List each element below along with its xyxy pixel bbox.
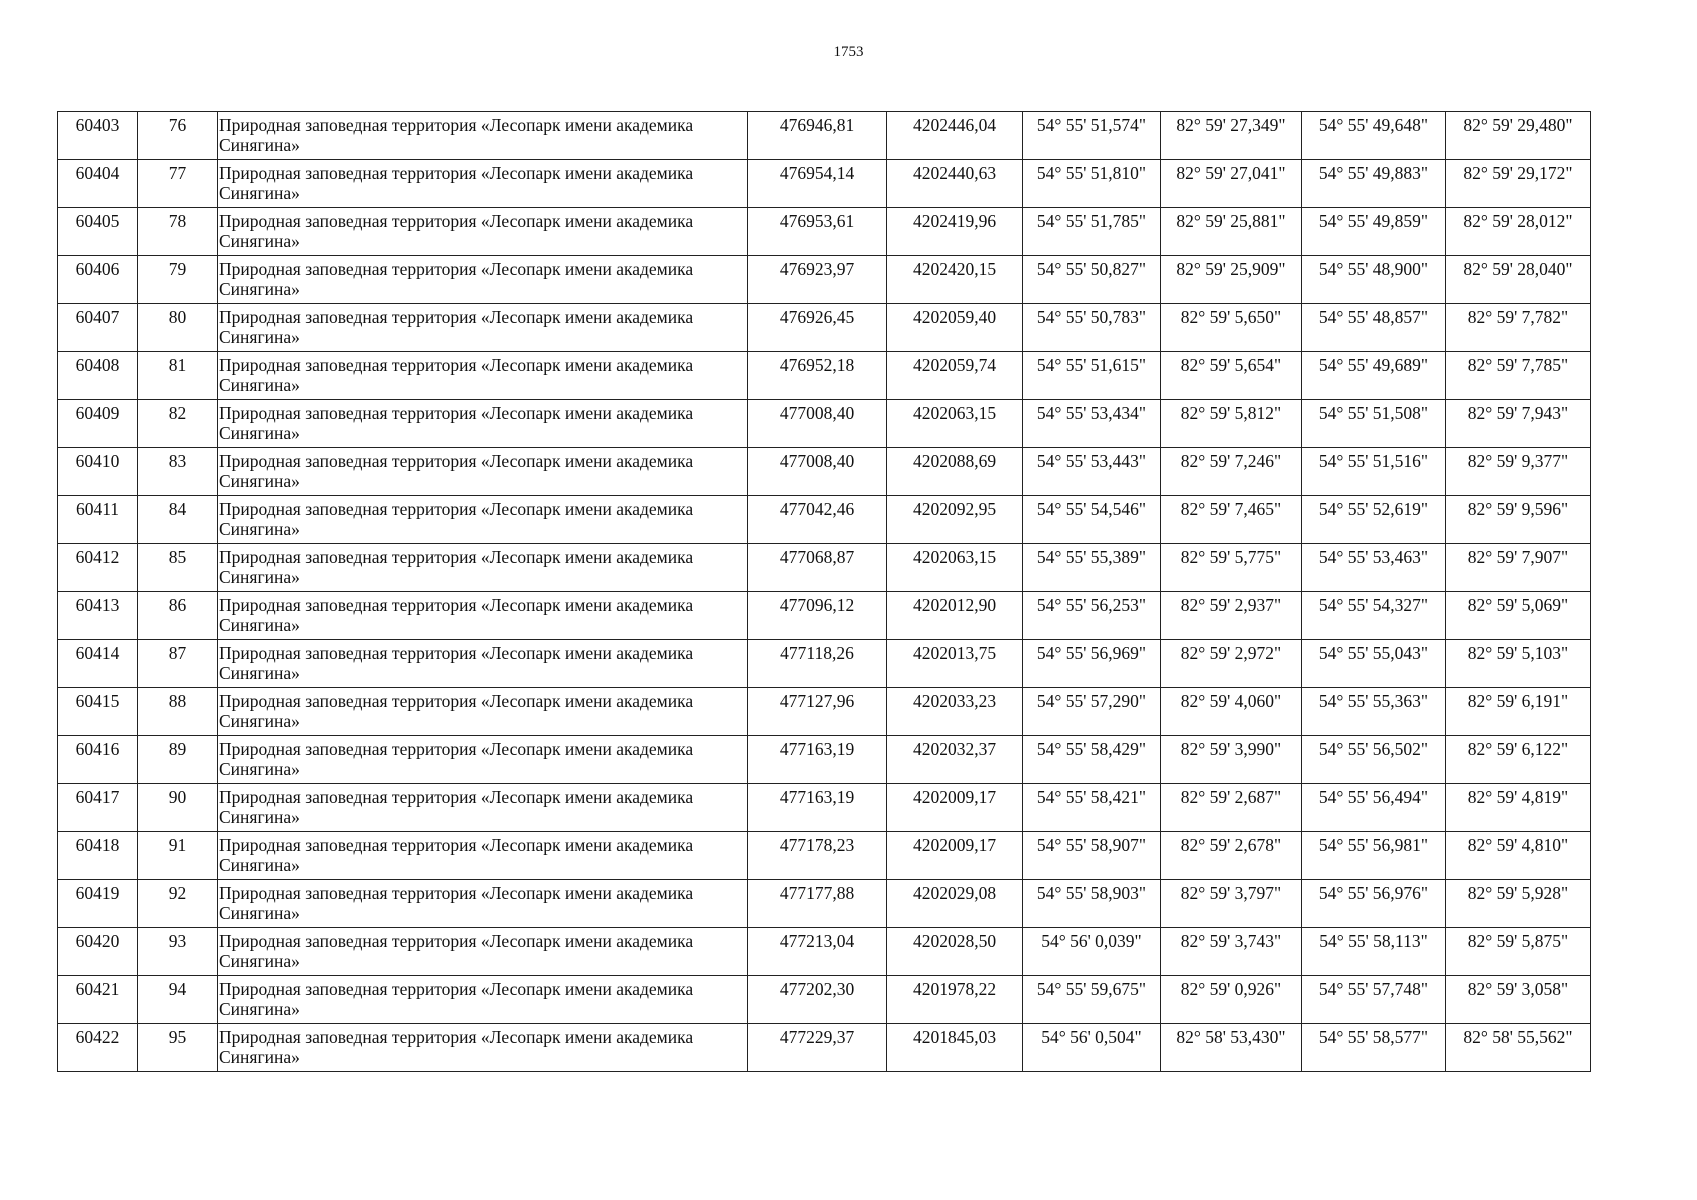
- table-row: [58, 880, 1591, 928]
- point-id-cell: 60409: [58, 400, 138, 448]
- longitude-1-cell: 82° 59' 2,972": [1161, 640, 1302, 688]
- territory-name-cell: Природная заповедная территория «Лесопарк имени академика Синягина»: [218, 256, 748, 304]
- latitude-2-cell: 54° 55' 58,113": [1302, 928, 1446, 976]
- coord-y-cell: 4202419,96: [887, 208, 1023, 256]
- longitude-2-cell: 82° 59' 5,875": [1446, 928, 1591, 976]
- territory-name-cell: Природная заповедная территория «Лесопарк имени академика Синягина»: [218, 784, 748, 832]
- point-id-cell: 60420: [58, 928, 138, 976]
- longitude-2-cell: 82° 59' 5,103": [1446, 640, 1591, 688]
- point-number-cell: 90: [138, 784, 218, 832]
- latitude-2-cell: 54° 55' 58,577": [1302, 1024, 1446, 1072]
- table-row: [58, 256, 1591, 304]
- territory-name-cell: Природная заповедная территория «Лесопарк имени академика Синягина»: [218, 160, 748, 208]
- longitude-1-cell: 82° 59' 2,937": [1161, 592, 1302, 640]
- point-id-cell: 60414: [58, 640, 138, 688]
- coord-x-cell: 477163,19: [748, 736, 887, 784]
- latitude-2-cell: 54° 55' 56,494": [1302, 784, 1446, 832]
- table-row: [58, 832, 1591, 880]
- longitude-2-cell: 82° 59' 9,596": [1446, 496, 1591, 544]
- territory-name-cell: Природная заповедная территория «Лесопарк имени академика Синягина»: [218, 304, 748, 352]
- coord-y-cell: 4202028,50: [887, 928, 1023, 976]
- latitude-2-cell: 54° 55' 56,981": [1302, 832, 1446, 880]
- longitude-2-cell: 82° 59' 3,058": [1446, 976, 1591, 1024]
- coord-y-cell: 4202029,08: [887, 880, 1023, 928]
- longitude-1-cell: 82° 59' 4,060": [1161, 688, 1302, 736]
- point-id-cell: 60422: [58, 1024, 138, 1072]
- table-row: [58, 208, 1591, 256]
- territory-name-cell: Природная заповедная территория «Лесопарк имени академика Синягина»: [218, 208, 748, 256]
- latitude-1-cell: 54° 55' 58,903": [1023, 880, 1161, 928]
- latitude-2-cell: 54° 55' 51,508": [1302, 400, 1446, 448]
- territory-name-cell: Природная заповедная территория «Лесопарк имени академика Синягина»: [218, 1024, 748, 1072]
- point-id-cell: 60408: [58, 352, 138, 400]
- longitude-2-cell: 82° 59' 6,191": [1446, 688, 1591, 736]
- latitude-1-cell: 54° 55' 56,969": [1023, 640, 1161, 688]
- point-id-cell: 60403: [58, 112, 138, 160]
- latitude-1-cell: 54° 55' 53,443": [1023, 448, 1161, 496]
- coord-x-cell: 476923,97: [748, 256, 887, 304]
- latitude-2-cell: 54° 55' 52,619": [1302, 496, 1446, 544]
- territory-name-cell: Природная заповедная территория «Лесопарк имени академика Синягина»: [218, 592, 748, 640]
- coord-x-cell: 477229,37: [748, 1024, 887, 1072]
- point-number-cell: 95: [138, 1024, 218, 1072]
- latitude-1-cell: 54° 55' 55,389": [1023, 544, 1161, 592]
- table-row: [58, 976, 1591, 1024]
- table-row: [58, 400, 1591, 448]
- table-row: [58, 496, 1591, 544]
- coord-y-cell: 4202032,37: [887, 736, 1023, 784]
- longitude-1-cell: 82° 59' 27,041": [1161, 160, 1302, 208]
- latitude-1-cell: 54° 56' 0,504": [1023, 1024, 1161, 1072]
- latitude-1-cell: 54° 55' 51,615": [1023, 352, 1161, 400]
- latitude-1-cell: 54° 55' 54,546": [1023, 496, 1161, 544]
- coord-x-cell: 477118,26: [748, 640, 887, 688]
- table-row: [58, 640, 1591, 688]
- longitude-1-cell: 82° 59' 5,654": [1161, 352, 1302, 400]
- latitude-2-cell: 54° 55' 53,463": [1302, 544, 1446, 592]
- longitude-1-cell: 82° 59' 2,678": [1161, 832, 1302, 880]
- coord-x-cell: 477202,30: [748, 976, 887, 1024]
- territory-name-cell: Природная заповедная территория «Лесопарк имени академика Синягина»: [218, 880, 748, 928]
- latitude-1-cell: 54° 55' 59,675": [1023, 976, 1161, 1024]
- territory-name-cell: Природная заповедная территория «Лесопарк имени академика Синягина»: [218, 736, 748, 784]
- point-number-cell: 82: [138, 400, 218, 448]
- latitude-2-cell: 54° 55' 55,043": [1302, 640, 1446, 688]
- longitude-2-cell: 82° 59' 9,377": [1446, 448, 1591, 496]
- coord-x-cell: 477096,12: [748, 592, 887, 640]
- longitude-2-cell: 82° 58' 55,562": [1446, 1024, 1591, 1072]
- point-id-cell: 60412: [58, 544, 138, 592]
- coord-x-cell: 477068,87: [748, 544, 887, 592]
- latitude-2-cell: 54° 55' 56,502": [1302, 736, 1446, 784]
- coord-x-cell: 476926,45: [748, 304, 887, 352]
- latitude-2-cell: 54° 55' 57,748": [1302, 976, 1446, 1024]
- territory-name-cell: Природная заповедная территория «Лесопарк имени академика Синягина»: [218, 352, 748, 400]
- longitude-2-cell: 82° 59' 29,480": [1446, 112, 1591, 160]
- coord-y-cell: 4202033,23: [887, 688, 1023, 736]
- coord-y-cell: 4201845,03: [887, 1024, 1023, 1072]
- coord-x-cell: 476952,18: [748, 352, 887, 400]
- longitude-1-cell: 82° 59' 3,797": [1161, 880, 1302, 928]
- point-number-cell: 85: [138, 544, 218, 592]
- longitude-2-cell: 82° 59' 7,907": [1446, 544, 1591, 592]
- coord-y-cell: 4202059,74: [887, 352, 1023, 400]
- territory-name-cell: Природная заповедная территория «Лесопарк имени академика Синягина»: [218, 832, 748, 880]
- latitude-2-cell: 54° 55' 48,900": [1302, 256, 1446, 304]
- point-id-cell: 60411: [58, 496, 138, 544]
- coord-y-cell: 4202063,15: [887, 544, 1023, 592]
- latitude-1-cell: 54° 55' 53,434": [1023, 400, 1161, 448]
- point-id-cell: 60406: [58, 256, 138, 304]
- coord-x-cell: 477213,04: [748, 928, 887, 976]
- latitude-1-cell: 54° 55' 50,827": [1023, 256, 1161, 304]
- territory-name-cell: Природная заповедная территория «Лесопарк имени академика Синягина»: [218, 400, 748, 448]
- point-number-cell: 79: [138, 256, 218, 304]
- latitude-1-cell: 54° 55' 58,429": [1023, 736, 1161, 784]
- point-number-cell: 81: [138, 352, 218, 400]
- point-number-cell: 92: [138, 880, 218, 928]
- point-id-cell: 60416: [58, 736, 138, 784]
- point-number-cell: 77: [138, 160, 218, 208]
- point-number-cell: 88: [138, 688, 218, 736]
- latitude-2-cell: 54° 55' 55,363": [1302, 688, 1446, 736]
- coord-x-cell: 477008,40: [748, 400, 887, 448]
- coord-y-cell: 4201978,22: [887, 976, 1023, 1024]
- point-id-cell: 60413: [58, 592, 138, 640]
- point-id-cell: 60407: [58, 304, 138, 352]
- table-row: [58, 784, 1591, 832]
- longitude-1-cell: 82° 58' 53,430": [1161, 1024, 1302, 1072]
- longitude-1-cell: 82° 59' 5,775": [1161, 544, 1302, 592]
- point-number-cell: 89: [138, 736, 218, 784]
- point-id-cell: 60415: [58, 688, 138, 736]
- latitude-1-cell: 54° 55' 56,253": [1023, 592, 1161, 640]
- coord-y-cell: 4202092,95: [887, 496, 1023, 544]
- territory-name-cell: Природная заповедная территория «Лесопарк имени академика Синягина»: [218, 496, 748, 544]
- longitude-1-cell: 82° 59' 5,812": [1161, 400, 1302, 448]
- latitude-1-cell: 54° 55' 58,907": [1023, 832, 1161, 880]
- latitude-2-cell: 54° 55' 49,883": [1302, 160, 1446, 208]
- point-id-cell: 60404: [58, 160, 138, 208]
- longitude-1-cell: 82° 59' 7,465": [1161, 496, 1302, 544]
- latitude-2-cell: 54° 55' 51,516": [1302, 448, 1446, 496]
- latitude-1-cell: 54° 55' 51,574": [1023, 112, 1161, 160]
- page-number: 1753: [833, 44, 864, 60]
- longitude-2-cell: 82° 59' 7,785": [1446, 352, 1591, 400]
- coord-y-cell: 4202059,40: [887, 304, 1023, 352]
- longitude-1-cell: 82° 59' 25,881": [1161, 208, 1302, 256]
- coord-y-cell: 4202088,69: [887, 448, 1023, 496]
- coord-y-cell: 4202009,17: [887, 784, 1023, 832]
- longitude-1-cell: 82° 59' 25,909": [1161, 256, 1302, 304]
- coord-x-cell: 476953,61: [748, 208, 887, 256]
- table-row: [58, 736, 1591, 784]
- territory-name-cell: Природная заповедная территория «Лесопарк имени академика Синягина»: [218, 928, 748, 976]
- latitude-1-cell: 54° 55' 51,785": [1023, 208, 1161, 256]
- latitude-2-cell: 54° 55' 54,327": [1302, 592, 1446, 640]
- table-row: [58, 688, 1591, 736]
- territory-name-cell: Природная заповедная территория «Лесопарк имени академика Синягина»: [218, 640, 748, 688]
- longitude-1-cell: 82° 59' 3,743": [1161, 928, 1302, 976]
- coord-x-cell: 477042,46: [748, 496, 887, 544]
- coord-x-cell: 477008,40: [748, 448, 887, 496]
- longitude-2-cell: 82° 59' 4,819": [1446, 784, 1591, 832]
- territory-name-cell: Природная заповедная территория «Лесопарк имени академика Синягина»: [218, 448, 748, 496]
- point-number-cell: 76: [138, 112, 218, 160]
- coord-y-cell: 4202446,04: [887, 112, 1023, 160]
- longitude-2-cell: 82° 59' 7,943": [1446, 400, 1591, 448]
- longitude-2-cell: 82° 59' 5,928": [1446, 880, 1591, 928]
- table-row: [58, 112, 1591, 160]
- coord-x-cell: 476946,81: [748, 112, 887, 160]
- point-number-cell: 80: [138, 304, 218, 352]
- latitude-2-cell: 54° 55' 49,859": [1302, 208, 1446, 256]
- latitude-2-cell: 54° 55' 49,689": [1302, 352, 1446, 400]
- longitude-2-cell: 82° 59' 5,069": [1446, 592, 1591, 640]
- longitude-2-cell: 82° 59' 29,172": [1446, 160, 1591, 208]
- coordinates-table: [57, 111, 1591, 1072]
- coord-x-cell: 477178,23: [748, 832, 887, 880]
- longitude-1-cell: 82° 59' 3,990": [1161, 736, 1302, 784]
- coord-y-cell: 4202063,15: [887, 400, 1023, 448]
- point-number-cell: 84: [138, 496, 218, 544]
- latitude-2-cell: 54° 55' 49,648": [1302, 112, 1446, 160]
- table-row: [58, 352, 1591, 400]
- longitude-1-cell: 82° 59' 27,349": [1161, 112, 1302, 160]
- point-id-cell: 60418: [58, 832, 138, 880]
- latitude-2-cell: 54° 55' 48,857": [1302, 304, 1446, 352]
- coord-x-cell: 477177,88: [748, 880, 887, 928]
- territory-name-cell: Природная заповедная территория «Лесопарк имени академика Синягина»: [218, 544, 748, 592]
- territory-name-cell: Природная заповедная территория «Лесопарк имени академика Синягина»: [218, 112, 748, 160]
- table-row: [58, 304, 1591, 352]
- point-id-cell: 60405: [58, 208, 138, 256]
- coord-y-cell: 4202013,75: [887, 640, 1023, 688]
- longitude-2-cell: 82° 59' 6,122": [1446, 736, 1591, 784]
- longitude-1-cell: 82° 59' 2,687": [1161, 784, 1302, 832]
- coord-y-cell: 4202440,63: [887, 160, 1023, 208]
- longitude-1-cell: 82° 59' 7,246": [1161, 448, 1302, 496]
- point-number-cell: 78: [138, 208, 218, 256]
- point-id-cell: 60417: [58, 784, 138, 832]
- table-row: [58, 1024, 1591, 1072]
- point-id-cell: 60419: [58, 880, 138, 928]
- point-number-cell: 94: [138, 976, 218, 1024]
- latitude-2-cell: 54° 55' 56,976": [1302, 880, 1446, 928]
- coord-y-cell: 4202012,90: [887, 592, 1023, 640]
- table-row: [58, 928, 1591, 976]
- coord-y-cell: 4202009,17: [887, 832, 1023, 880]
- point-id-cell: 60421: [58, 976, 138, 1024]
- table-row: [58, 448, 1591, 496]
- point-number-cell: 87: [138, 640, 218, 688]
- table-row: [58, 160, 1591, 208]
- latitude-1-cell: 54° 55' 58,421": [1023, 784, 1161, 832]
- point-number-cell: 93: [138, 928, 218, 976]
- coord-x-cell: 477163,19: [748, 784, 887, 832]
- longitude-1-cell: 82° 59' 5,650": [1161, 304, 1302, 352]
- territory-name-cell: Природная заповедная территория «Лесопарк имени академика Синягина»: [218, 976, 748, 1024]
- longitude-1-cell: 82° 59' 0,926": [1161, 976, 1302, 1024]
- coord-y-cell: 4202420,15: [887, 256, 1023, 304]
- point-number-cell: 83: [138, 448, 218, 496]
- coordinates-table-body: [58, 112, 1591, 1072]
- longitude-2-cell: 82° 59' 4,810": [1446, 832, 1591, 880]
- latitude-1-cell: 54° 56' 0,039": [1023, 928, 1161, 976]
- longitude-2-cell: 82° 59' 28,012": [1446, 208, 1591, 256]
- coord-x-cell: 477127,96: [748, 688, 887, 736]
- latitude-1-cell: 54° 55' 50,783": [1023, 304, 1161, 352]
- table-row: [58, 592, 1591, 640]
- longitude-2-cell: 82° 59' 7,782": [1446, 304, 1591, 352]
- table-row: [58, 544, 1591, 592]
- latitude-1-cell: 54° 55' 57,290": [1023, 688, 1161, 736]
- latitude-1-cell: 54° 55' 51,810": [1023, 160, 1161, 208]
- longitude-2-cell: 82° 59' 28,040": [1446, 256, 1591, 304]
- coord-x-cell: 476954,14: [748, 160, 887, 208]
- point-id-cell: 60410: [58, 448, 138, 496]
- point-number-cell: 91: [138, 832, 218, 880]
- point-number-cell: 86: [138, 592, 218, 640]
- territory-name-cell: Природная заповедная территория «Лесопарк имени академика Синягина»: [218, 688, 748, 736]
